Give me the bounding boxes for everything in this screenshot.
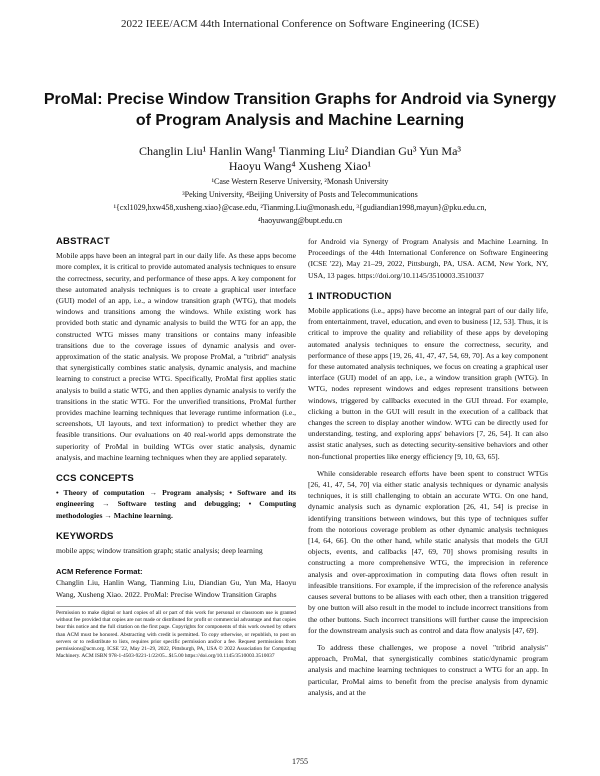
acm-ref-text: Changlin Liu, Hanlin Wang, Tianming Liu, Diandian Gu, Yun Ma, Haoyu Wang, Xusheng Xiao. 2022. ProMal: Precise Window Transition Graphs — [56, 578, 296, 599]
ccs-heading: CCS CONCEPTS — [56, 473, 134, 485]
affiliation-1: ¹Case Western Reserve University, ²Monash University — [211, 177, 389, 186]
ccs-text: • Theory of computation → Program analysis; • Software and its engineering → Software testing and debugging; • Computing methodologies → Machine learning. — [56, 488, 296, 520]
conference-header: 2022 IEEE/ACM 44th International Conference on Software Engineering (ICSE) — [120, 18, 479, 30]
keywords-heading: KEYWORDS — [56, 530, 114, 542]
intro-paragraph-3: To address these challenges, we propose a novel "tribrid analysis" approach, ProMal, that synergistically combines static/dynamic program analysis and machine learning techniques to construct a WTG for an app. In particular, ProMal aims to benefit from the precise analysis from dynamic analysis, and at the — [308, 642, 548, 697]
abstract-heading: ABSTRACT — [56, 236, 110, 247]
intro-paragraph-1: Mobile applications (i.e., apps) have become an integral part of our daily life, from entertainment, travel, education, and even to business [12, 53]. Thus, it is critical to improve the quality and reliability of these apps by developing automated analysis techniques to ensure the correctness, security, and performance of these apps [19, 26, 41, 47, 47, 54, 69, 70]. As a key component for these automated analysis techniques, we focus on creating a graphical user interface (GUI) model of an app, i.e., a window transition graph (WTG). In WTG, nodes represent windows and edges represent transitions between windows, triggered by callbacks executed in the GUI thread. For example, clicking a button in the GUI will result in the execution of a callback that changes the screen to display another window. WTG can be directly used for understanding, testing, and exploring apps' behaviors [7, 26, 54]. It can also assist static analyses, such as detecting security-sensitive behaviors and other non-functional properties like energy efficiency [9, 10, 63, 65]. — [308, 306, 548, 461]
page-number: 1755 — [292, 757, 308, 766]
author-list — [40, 144, 560, 174]
intro-paragraph-2: While considerable research efforts have been spent to construct WTGs [26, 41, 47, 54, 70] via either static analysis techniques or dynamic analysis techniques, it is still challenging to obtain an accurate WTG. On one hand, dynamic analysis such as dynamic exploration [26, 41, 54] is precise in identifying transitions between windows, but this type of techniques suffer from the notorious coverage problem as other dynamic analysis techniques [14, 64, 66]. On the other hand, while static analysis that models the GUI objects, events, and callbacks [47, 69, 70] shows promising results in constructing a more comprehensive WTG, the imprecision in reference analysis and over-approximation in computing data flows often result in infeasible transitions. For example, if the imprecision of the reference analysis causes several buttons to be aliases with each other, then a transition triggered by one button will also result in the model to include incorrect transitions from the other buttons. Such incorrect transitions will further cause the imprecision for the downstream analysis such as control and data flow analysis [47, 69]. — [308, 468, 548, 635]
acm-ref-heading: ACM Reference Format: — [56, 567, 143, 577]
affiliation-2: ³Peking University, ⁴Beijing University of Posts and Telecommunications — [182, 190, 418, 199]
abstract-text: Mobile apps have been an integral part in our daily life. As these apps become more complex, it is critical to provide automated analysis techniques to ensure the correctness, security, and performance of these apps. A key component for these automated analysis techniques is to create a graphical user interface (GUI) model of an app, i.e., a window transition graph (WTG), that models windows and transitions among the windows. While existing work has provided both static and dynamic analysis to build the WTG for an app, the constructed WTG misses many transitions or contains many infeasible transitions due to the coverage issues of dynamic analysis and over-approximation of the static analysis. We propose ProMal, a "tribrid" analysis that synergistically combines static analysis, dynamic analysis, and machine learning to construct a precise WTG. Specifically, ProMal first applies static analysis to build a static WTG, and then applies dynamic analysis to verify the transitions in the static WTG. For the unverified transitions, ProMal further provides machine learning techniques that leverage runtime information (i.e., screenshots, UI layouts, and text information) to predict whether they are feasible transitions. Our evaluations on 40 real-world apps demonstrate the superiority of ProMal in building WTGs over static analysis, dynamic analysis, and machine learning techniques when they are applied separately. — [56, 251, 296, 462]
acm-ref-continuation: for Android via Synergy of Program Analysis and Machine Learning. In Proceedings of the 44th International Conference on Software Engineering (ICSE '22), May 21–29, 2022, Pittsburgh, PA, USA. ACM, New York, NY, USA, 13 pages. https://doi.org/10.1145/3510003.3510037 — [308, 237, 548, 280]
affiliation-4: ⁴haoyuwang@bupt.edu.cn — [257, 216, 343, 225]
right-column — [308, 236, 548, 698]
introduction-heading: 1 INTRODUCTION — [308, 290, 392, 302]
authors-line-1: Changlin Liu¹ Hanlin Wang¹ Tianming Liu² Diandian Gu³ Yun Ma³ — [138, 144, 461, 158]
paper-title: ProMal: Precise Window Transition Graphs for Android via Synergy of Program Analysis and Machine Learning — [43, 91, 557, 129]
left-column — [56, 236, 296, 660]
affiliation-3: ¹{cxl1029,hxw458,xusheng.xiao}@case.edu, ²Tianming.Liu@monash.edu, ³{gudiandian1998,mayun}@pku.edu.cn, — [113, 203, 487, 212]
authors-line-2: Haoyu Wang⁴ Xusheng Xiao¹ — [228, 159, 372, 173]
permission-footnote: Permission to make digital or hard copies of all or part of this work for personal or classroom use is granted without fee provided that copies are not made or distributed for profit or commercial advantage and that copies bear this notice and the full citation on the first page. Copyrights for components of this work owned by others than ACM must be honored. Abstracting with credit is permitted. To copy otherwise, or republish, to post on servers or to redistribute to lists, requires prior specific permission and/or a fee. Request permissions from permissions@acm.org. ICSE '22, May 21–29, 2022, Pittsburgh, PA, USA © 2022 Association for Computing Machinery. ACM ISBN 978-1-4503-9221-1/22/05...$15.00 https://doi.org/10.1145/3510003.3510037 — [56, 606, 296, 660]
keywords-text: mobile apps; window transition graph; static analysis; deep learning — [56, 546, 263, 556]
